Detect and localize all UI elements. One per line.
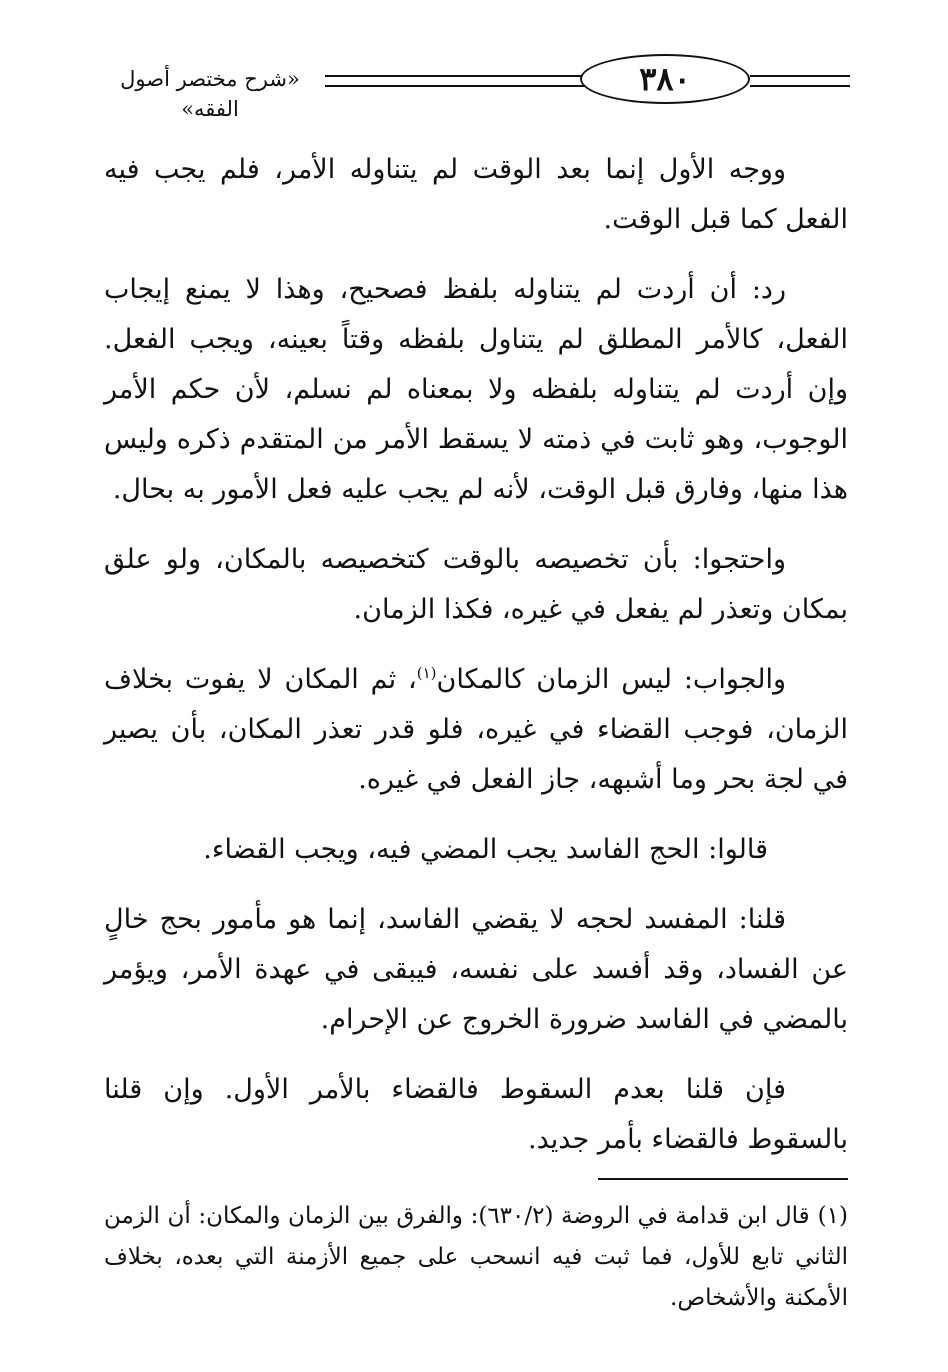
- footnote-marker: (١): [817, 1203, 848, 1229]
- paragraph-text: ، ثم المكان لا يفوت بخلاف الزمان، فوجب القضاء في غيره، فلو قدر تعذر المكان، بأن يصير في لجة بحر وما أشبهه، جاز الفعل في غيره.: [104, 664, 848, 795]
- footnote: [104, 1196, 848, 1319]
- paragraph-text: والجواب: ليس الزمان كالمكان: [436, 664, 786, 695]
- paragraph: واحتجوا: بأن تخصيصه بالوقت كتخصيصه بالمكان، ولو علق بمكان وتعذر لم يفعل في غيره، فكذا الزمان.: [104, 544, 848, 625]
- paragraph: ووجه الأول إنما بعد الوقت لم يتناوله الأمر، فلم يجب فيه الفعل كما قبل الوقت.: [104, 154, 848, 235]
- footnote-separator: [598, 1178, 848, 1180]
- footnote-reference[interactable]: (١): [416, 664, 437, 682]
- running-title: «شرح مختصر أصول الفقه»: [120, 67, 300, 121]
- paragraph: رد: أن أردت لم يتناوله بلفظ فصحيح، وهذا لا يمنع إيجاب الفعل، كالأمر المطلق لم يتناول بلفظه وقتاً بعينه، ويجب الفعل. وإن أردت لم يتناوله بلفظه ولا بمعناه لم نسلم، لأن حكم الأمر الوجوب، وهو ثابت في ذمته لا يسقط الأمر من المتقدم ذكره وليس هذا منها، وفارق قبل الوقت، لأنه لم يجب عليه فعل الأمور به بحال.: [104, 274, 848, 505]
- paragraph: فإن قلنا بعدم السقوط فالقضاء بالأمر الأول. وإن قلنا بالسقوط فالقضاء بأمر جديد.: [104, 1074, 848, 1155]
- page-header: [100, 40, 850, 120]
- paragraph: قالوا: الحج الفاسد يجب المضي فيه، ويجب القضاء.: [203, 834, 768, 865]
- main-text: [104, 145, 848, 1185]
- header-rule-right: [750, 75, 850, 87]
- page-number: ٣٨٠: [580, 54, 750, 104]
- paragraph: قلنا: المفسد لحجه لا يقضي الفاسد، إنما هو مأمور بحج خالٍ عن الفساد، وقد أفسد على نفسه، فيبقى في عهدة الأمر، ويؤمر بالمضي في الفاسد ضرورة الخروج عن الإحرام.: [104, 904, 848, 1035]
- footnote-text: قال ابن قدامة في الروضة (٦٣٠/٢): والفرق بين الزمان والمكان: أن الزمن الثاني تابع للأول، فما ثبت فيه انسحب على جميع الأزمنة التي بعده، بخلاف الأمكنة والأشخاص.: [104, 1203, 848, 1311]
- paragraph: [104, 655, 848, 805]
